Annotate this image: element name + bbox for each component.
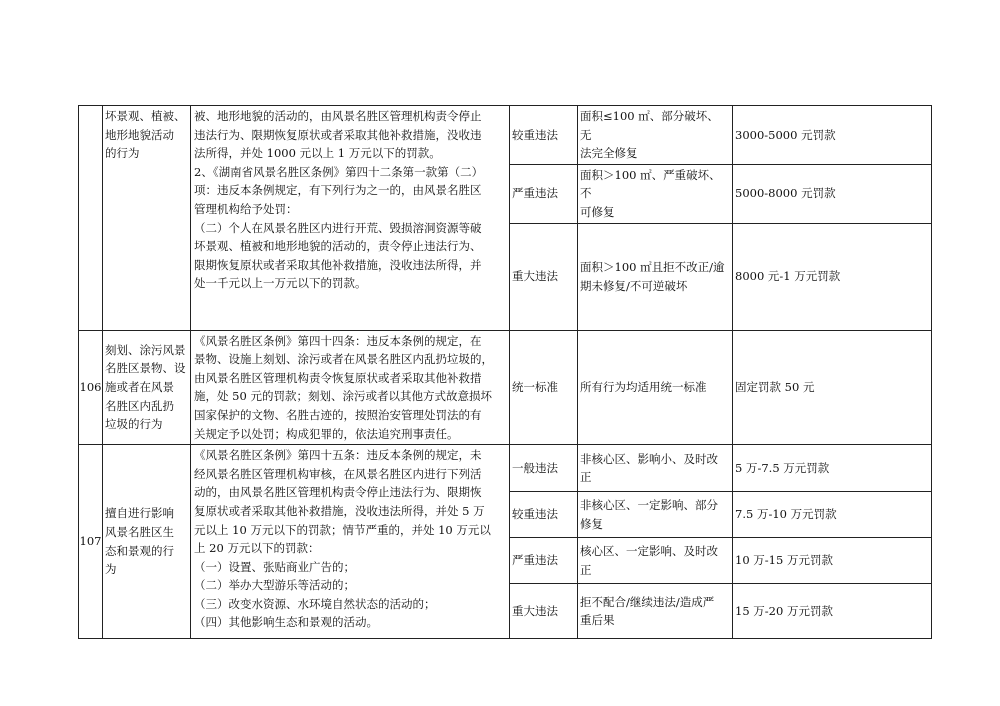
row-number: 107 [79, 445, 103, 639]
penalty: 15 万-20 万元罚款 [733, 584, 932, 639]
violation-level: 一般违法 [510, 445, 578, 492]
violation-level: 严重违法 [510, 538, 578, 584]
penalty: 固定罚款 50 元 [733, 330, 932, 445]
circumstance: 核心区、一定影响、及时改 正 [578, 538, 733, 584]
violation-level: 较重违法 [510, 492, 578, 538]
circumstance: 面积＞100 ㎡、严重破坏、不 可修复 [578, 164, 733, 223]
violation-behavior: 坏景观、植被、 地形地貌活动 的行为 [103, 106, 191, 331]
row-number [79, 106, 103, 331]
legal-basis: 被、地形地貌的活动的，由风景名胜区管理机构责令停止 违法行为、限期恢复原状或者采取其他补救措施，没收违 法所得，并处 1000 元以上 1 万元以下的罚款。 2、《湖南省风景名胜区条例》第四十二条第一款第（二） 项：违反本条例规定，有下列行为之一的，由风景名胜区 管理机构给予处罚： （二）个人在风景名胜区内进行开荒、毁损溶洞资源等破 坏景观、植被和地形地貌的活动的，责令停止违法行为、 限期恢复原状或者采取其他补救措施，没收违法所得，并 处一千元以上一万元以下的罚款。 [191, 106, 510, 331]
circumstance: 面积≤100 ㎡、部分破坏、无 法完全修复 [578, 106, 733, 165]
penalty: 10 万-15 万元罚款 [733, 538, 932, 584]
violation-behavior: 擅自进行影响 风景名胜区生 态和景观的行 为 [103, 445, 191, 639]
violation-level: 重大违法 [510, 223, 578, 330]
violation-behavior: 刻划、涂污风景 名胜区景物、设 施或者在风景 名胜区内乱扔 垃圾的行为 [103, 330, 191, 445]
violation-level: 统一标准 [510, 330, 578, 445]
violation-level: 重大违法 [510, 584, 578, 639]
table-row [79, 106, 932, 165]
penalty: 5 万-7.5 万元罚款 [733, 445, 932, 492]
penalty: 8000 元-1 万元罚款 [733, 223, 932, 330]
legal-basis: 《风景名胜区条例》第四十四条：违反本条例的规定，在 景物、设施上刻划、涂污或者在风景名胜区内乱扔垃圾的， 由风景名胜区管理机构责令恢复原状或者采取其他补救措 施，处 50 元的罚款；刻划、涂污或者以其他方式故意损坏 国家保护的文物、名胜古迹的，按照治安管理处罚法的有 关规定予以处罚；构成犯罪的，依法追究刑事责任。 [191, 330, 510, 445]
circumstance: 所有行为均适用统一标准 [578, 330, 733, 445]
circumstance: 非核心区、影响小、及时改 正 [578, 445, 733, 492]
violation-level: 严重违法 [510, 164, 578, 223]
penalty-standards-table [78, 105, 932, 639]
circumstance: 拒不配合/继续违法/造成严 重后果 [578, 584, 733, 639]
penalty: 5000-8000 元罚款 [733, 164, 932, 223]
table-row [79, 445, 932, 492]
table-row [79, 330, 932, 445]
violation-level: 较重违法 [510, 106, 578, 165]
penalty: 7.5 万-10 万元罚款 [733, 492, 932, 538]
circumstance: 面积＞100 ㎡且拒不改正/逾 期未修复/不可逆破坏 [578, 223, 733, 330]
row-number: 106 [79, 330, 103, 445]
circumstance: 非核心区、一定影响、部分 修复 [578, 492, 733, 538]
penalty: 3000-5000 元罚款 [733, 106, 932, 165]
legal-basis: 《风景名胜区条例》第四十五条：违反本条例的规定，未 经风景名胜区管理机构审核，在风景名胜区内进行下列活 动的，由风景名胜区管理机构责令停止违法行为、限期恢 复原状或者采取其他补救措施，没收违法所得，并处 5 万 元以上 10 万元以下的罚款；情节严重的，并处 10 万元以 上 20 万元以下的罚款： （一）设置、张贴商业广告的； （二）举办大型游乐等活动的； （三）改变水资源、水环境自然状态的活动的； （四）其他影响生态和景观的活动。 [191, 445, 510, 639]
